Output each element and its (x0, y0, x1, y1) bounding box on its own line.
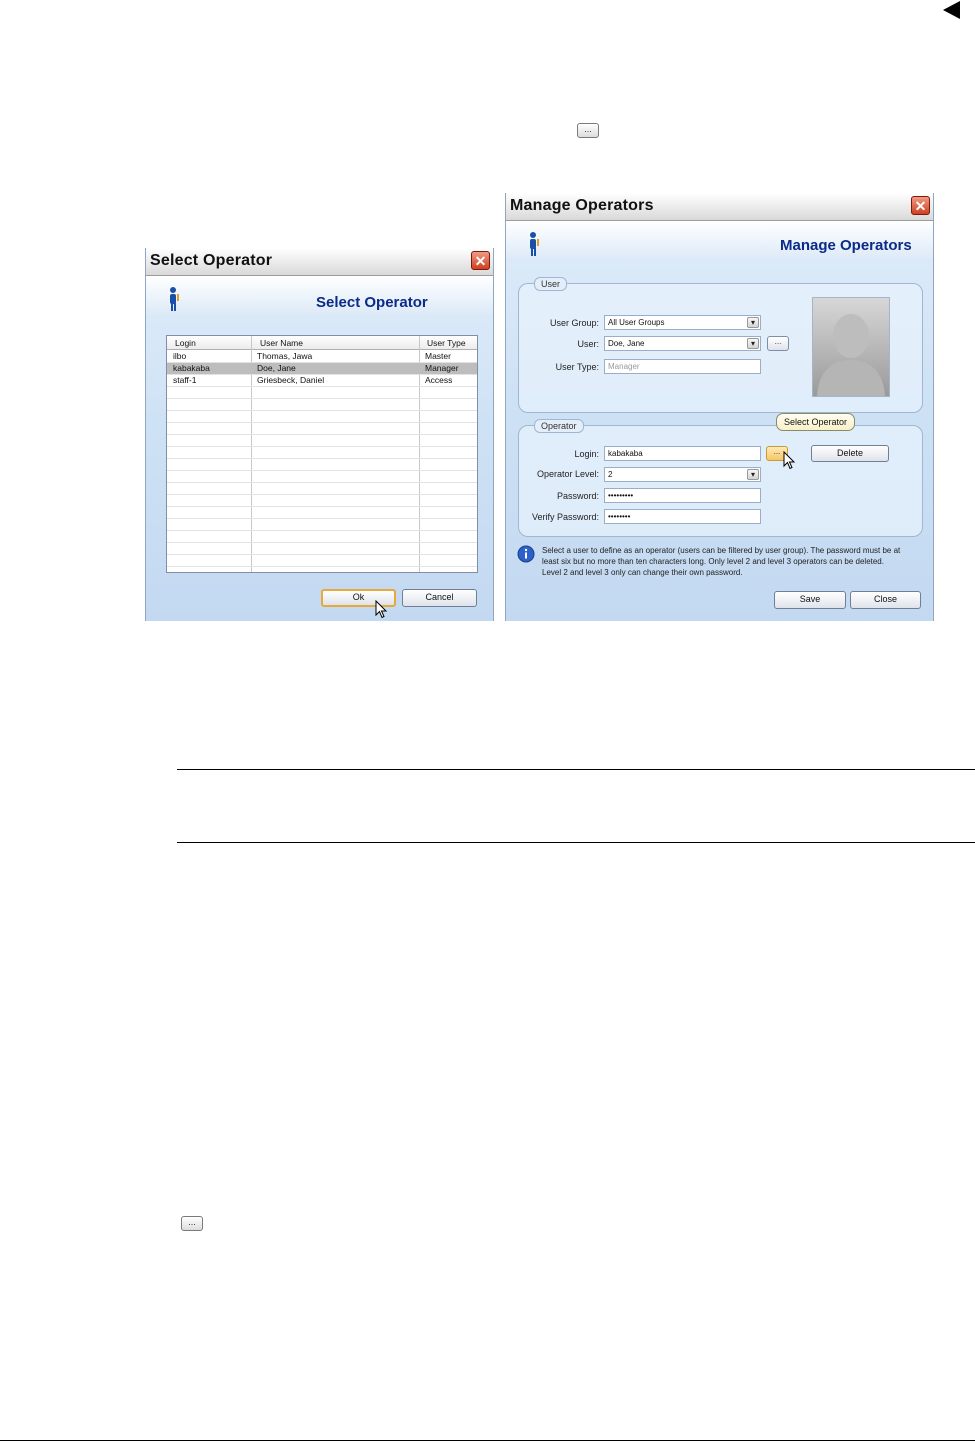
user-photo-placeholder (812, 297, 890, 397)
info-line: Level 2 and level 3 only can change their own password. (542, 568, 743, 577)
row-login: ilbo (173, 351, 187, 361)
row-user-name: Thomas, Jawa (257, 351, 313, 361)
row-user-type: Manager (425, 363, 459, 373)
operator-level-value: 2 (608, 470, 613, 479)
save-button[interactable]: Save (774, 591, 846, 609)
verify-password-label: Verify Password: (531, 512, 599, 522)
operator-group-box-legend: Operator (534, 419, 584, 433)
ellipsis-button-inline: ... (181, 1216, 203, 1231)
select-operator-titlebar (146, 248, 493, 276)
column-header-user-name[interactable]: User Name (260, 338, 303, 348)
mouse-cursor-icon (783, 451, 797, 471)
user-label: User: (577, 339, 599, 349)
select-operator-header (146, 276, 493, 316)
select-operator-header-title: Select Operator (316, 294, 428, 311)
operator-table-header (167, 336, 477, 350)
close-icon[interactable]: ✕ (471, 251, 490, 270)
user-group-value: All User Groups (608, 318, 665, 327)
mouse-cursor-icon (375, 600, 389, 620)
manage-operators-dialog (505, 193, 934, 621)
password-field[interactable]: ••••••••• (604, 488, 761, 503)
manage-operators-window-title: Manage Operators (510, 197, 654, 214)
row-login: kabakaba (173, 363, 210, 373)
row-user-type: Access (425, 375, 453, 385)
manage-operators-titlebar (506, 193, 933, 221)
select-operator-tooltip: Select Operator (776, 413, 855, 431)
login-browse-button[interactable]: ... (766, 446, 788, 461)
user-browse-button[interactable]: ... (767, 336, 789, 351)
close-icon[interactable]: ✕ (911, 196, 930, 215)
select-operator-window-title: Select Operator (150, 252, 273, 269)
divider-rule (177, 769, 975, 770)
footer-rule (0, 1440, 975, 1441)
ok-button[interactable]: Ok (321, 589, 396, 607)
login-label: Login: (574, 449, 599, 459)
info-line: Select a user to define as an operator (users can be filtered by user group). The password must be at (542, 546, 901, 555)
user-type-label: User Type: (555, 362, 599, 372)
chevron-down-icon[interactable]: ▾ (747, 469, 759, 480)
close-button[interactable]: Close (850, 591, 921, 609)
operator-person-icon (528, 231, 542, 257)
operator-level-dropdown[interactable] (604, 467, 761, 482)
back-arrow-icon[interactable] (943, 1, 960, 19)
user-group-label: User Group: (549, 318, 599, 328)
row-user-name: Griesbeck, Daniel (257, 375, 325, 385)
operator-person-icon (168, 286, 182, 312)
cancel-button[interactable]: Cancel (402, 589, 477, 607)
chevron-down-icon[interactable]: ▾ (747, 317, 759, 328)
info-message (542, 545, 926, 578)
user-value: Doe, Jane (608, 339, 645, 348)
column-header-login[interactable]: Login (175, 338, 196, 348)
row-login: staff-1 (173, 375, 197, 385)
user-group-dropdown[interactable] (604, 315, 761, 330)
ellipsis-button-inline: ... (577, 123, 599, 138)
delete-button[interactable]: Delete (811, 445, 889, 462)
verify-password-field[interactable]: •••••••• (604, 509, 761, 524)
info-line: least six but no more than ten characters long. Only level 2 and level 3 operators can be deleted. (542, 557, 884, 566)
info-icon (517, 545, 535, 563)
row-user-name: Doe, Jane (257, 363, 296, 373)
select-operator-dialog (145, 248, 494, 621)
column-header-user-type[interactable]: User Type (427, 338, 466, 348)
user-group-box-legend: User (534, 277, 567, 291)
user-dropdown[interactable] (604, 336, 761, 351)
manage-operators-header-title: Manage Operators (780, 237, 912, 254)
operator-level-label: Operator Level: (536, 469, 599, 479)
divider-rule (177, 842, 975, 843)
operator-table (166, 335, 478, 573)
chevron-down-icon[interactable]: ▾ (747, 338, 759, 349)
login-field[interactable]: kabakaba (604, 446, 761, 461)
password-label: Password: (556, 491, 599, 501)
user-silhouette-icon (813, 298, 889, 396)
manage-operators-header (506, 221, 933, 261)
user-type-field: Manager (604, 359, 761, 374)
row-user-type: Master (425, 351, 451, 361)
